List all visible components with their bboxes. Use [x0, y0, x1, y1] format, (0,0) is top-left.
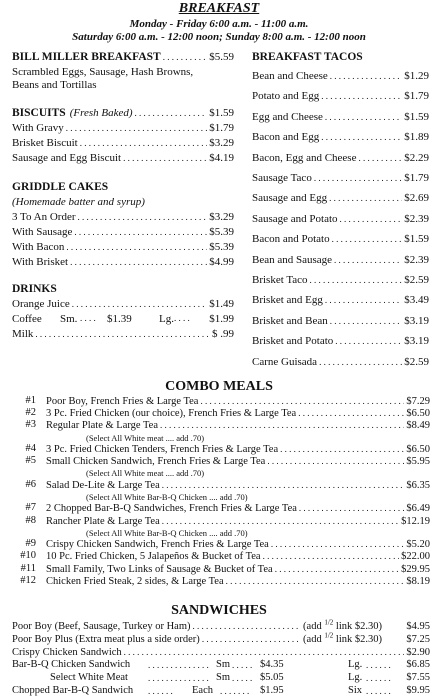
combo-item-name: 3 Pc. Fried Chicken Tenders, French Fries & Large Tea — [46, 444, 279, 455]
coffee-sm-label: Sm. — [60, 313, 78, 325]
combo-item — [46, 563, 430, 576]
taco-item — [252, 152, 429, 165]
white-meat-row: Select White Meat . . . . . . . . . . . . . . Sm . . . . . $5.05 Lg. . . . . . . $7.55 — [50, 672, 430, 683]
white-meat-sm-price: $5.05 — [260, 672, 284, 683]
combo-item — [46, 575, 430, 588]
taco-item-price: $2.29 — [404, 151, 429, 164]
taco-item-name: Brisket and Egg — [252, 294, 323, 307]
combo-item-name: Crispy Chicken Sandwich, French Fries & Large Tea — [46, 539, 269, 551]
orange-juice-price: $1.49 — [209, 298, 234, 310]
milk-name: Milk — [12, 328, 34, 340]
bill-miller-breakfast-name: BILL MILLER BREAKFAST — [12, 51, 161, 63]
taco-item — [252, 315, 429, 328]
taco-item-name: Potato and Egg — [252, 90, 320, 103]
griddle-item — [12, 241, 234, 254]
taco-item-price: $1.59 — [404, 110, 429, 123]
taco-item-price: $3.19 — [404, 335, 429, 348]
chopped-bbq-each-label: Each — [192, 685, 213, 696]
biscuit-item-price: $3.29 — [209, 137, 234, 149]
combo-item-price: $7.29 — [406, 396, 430, 407]
biscuits-row — [12, 107, 234, 120]
chopped-bbq-six-label: Six — [348, 685, 363, 696]
crispy-chicken-price: $2.90 — [406, 647, 430, 658]
bill-miller-breakfast-row — [12, 51, 234, 64]
taco-item — [252, 335, 429, 348]
crispy-chicken-name: Crispy Chicken Sandwich — [12, 647, 122, 658]
crispy-chicken-row — [12, 646, 430, 659]
poor-boy-row — [12, 620, 430, 633]
combo-item-price: $29.95 — [401, 563, 430, 575]
combo-item-price: $5.95 — [406, 456, 430, 468]
taco-item-price: $1.79 — [404, 90, 429, 103]
combo-item — [46, 550, 430, 563]
taco-item-price: $2.69 — [404, 192, 429, 205]
taco-item-price: $1.79 — [404, 172, 429, 184]
taco-item-price: $3.19 — [404, 314, 429, 327]
combo-number: #10 — [20, 550, 36, 562]
taco-item-name: Bacon and Egg — [252, 131, 320, 144]
breakfast-tacos-title: BREAKFAST TACOS — [252, 51, 363, 63]
taco-item-name: Sausage and Egg — [252, 192, 328, 205]
taco-item — [252, 192, 429, 205]
griddle-item-name: With Bacon — [12, 241, 65, 253]
combo-number: #4 — [25, 443, 36, 454]
taco-item-price: $1.89 — [404, 131, 429, 144]
taco-item — [252, 131, 429, 144]
combo-item-name: Salad De-Lite & Large Tea — [46, 479, 160, 491]
taco-item-price: $1.59 — [404, 233, 429, 246]
orange-juice-row — [12, 298, 234, 311]
combo-item-price: $6.50 — [406, 408, 430, 420]
combo-item-price: $6.35 — [406, 479, 430, 491]
biscuits-note: (Fresh Baked) — [69, 107, 133, 119]
coffee-lg-price: $1.99 — [209, 313, 234, 325]
chopped-bbq-each-price: $1.95 — [260, 685, 284, 696]
bill-miller-breakfast-price: $5.59 — [209, 51, 234, 63]
biscuits-title: BISCUITS — [12, 107, 66, 119]
griddle-item-price: $3.29 — [209, 211, 234, 223]
combo-item — [46, 538, 430, 551]
combo-item-price: $12.19 — [401, 515, 430, 527]
combo-number: #11 — [20, 562, 36, 574]
taco-item-name: Brisket Taco — [252, 274, 308, 286]
biscuit-item-name: With Gravy — [12, 122, 64, 134]
combo-item — [46, 443, 430, 456]
combo-number: #7 — [25, 502, 36, 514]
biscuit-item-name: Brisket Biscuit — [12, 137, 78, 149]
taco-item-name: Egg and Cheese — [252, 110, 323, 123]
coffee-lg-label: Lg. — [159, 313, 174, 325]
milk-row — [12, 328, 234, 341]
biscuit-item-name: Sausage and Egg Biscuit — [12, 152, 122, 164]
taco-item-price: $3.49 — [404, 294, 429, 307]
chopped-bbq-six-price: $9.95 — [406, 685, 430, 696]
griddle-item-price: $4.99 — [209, 256, 234, 268]
taco-item — [252, 356, 429, 369]
poor-boy-plus-price: $7.25 — [406, 634, 430, 645]
combo-number: #6 — [25, 478, 36, 490]
combo-item-name: 2 Chopped Bar-B-Q Sandwiches, French Fries & Large Tea — [46, 503, 297, 515]
combo-item-name: Poor Boy, French Fries & Large Tea — [46, 396, 199, 407]
combo-item-name: Rancher Plate & Large Tea — [46, 515, 160, 527]
taco-item-name: Brisket and Bean — [252, 314, 328, 327]
taco-item-price: $2.59 — [404, 274, 429, 286]
taco-item-price: $2.39 — [404, 212, 429, 225]
orange-juice-name: Orange Juice — [12, 298, 70, 310]
taco-item-name: Carne Guisada — [252, 355, 318, 368]
taco-item-price: $1.29 — [404, 70, 429, 82]
coffee-sm-price: $1.39 — [107, 313, 132, 325]
white-meat-lg-label: Lg. — [348, 672, 363, 683]
biscuit-item-price: $1.79 — [209, 122, 234, 134]
combo-number: #8 — [25, 514, 36, 526]
biscuit-item — [12, 152, 234, 165]
taco-item-name: Bacon, Egg and Cheese — [252, 151, 357, 164]
combo-note: (Select All White Bar-B-Q Chicken .... add .70) — [86, 492, 248, 502]
taco-item-name: Bacon and Potato — [252, 233, 330, 246]
combo-meals-title: COMBO MEALS — [165, 379, 273, 394]
biscuits-price: $1.59 — [209, 107, 234, 119]
taco-item-name: Bean and Sausage — [252, 253, 333, 266]
combo-number: #1 — [25, 395, 36, 406]
milk-price: $ .99 — [212, 328, 234, 340]
bbq-chicken-lg-price: $6.85 — [406, 659, 430, 670]
taco-item-name: Bean and Cheese — [252, 70, 328, 82]
biscuit-item-price: $4.19 — [209, 152, 234, 164]
combo-item-name: 3 Pc. Fried Chicken (our choice), French Fries & Large Tea — [46, 408, 297, 420]
combo-item-price: $8.19 — [406, 575, 430, 587]
bbq-chicken-row: Bar-B-Q Chicken Sandwich . . . . . . . . . . . . . . Sm . . . . . $4.35 Lg. . . . . . . $6.85 — [12, 659, 430, 670]
griddle-cakes-sub: (Homemade batter and syrup) — [12, 196, 145, 208]
combo-item — [46, 502, 430, 515]
bbq-chicken-name: Bar-B-Q Chicken Sandwich — [12, 659, 131, 670]
griddle-item — [12, 226, 234, 239]
taco-item-price: $2.39 — [404, 253, 429, 266]
combo-number: #12 — [20, 574, 36, 586]
combo-item-price: $8.49 — [406, 420, 430, 432]
poor-boy-plus-name: Poor Boy Plus (Extra meat plus a side order) — [12, 634, 200, 645]
coffee-row: Coffee Sm. . . . . $1.39 Lg. . . . . $1.99 — [12, 313, 234, 325]
griddle-item — [12, 256, 234, 269]
taco-item — [252, 233, 429, 246]
sandwiches-title: SANDWICHES — [171, 603, 267, 618]
weekday-hours: Monday - Friday 6:00 a.m. - 11:00 a.m. — [129, 18, 309, 30]
combo-note: (Select All White meat .... add .70) — [86, 432, 205, 443]
taco-item-name: Sausage and Potato — [252, 212, 338, 225]
white-meat-name: Select White Meat — [50, 672, 128, 683]
combo-item-name: 10 Pc. Fried Chicken, 5 Jalapeños & Bucket of Tea — [46, 551, 261, 563]
chopped-bbq-row: Chopped Bar-B-Q Sandwich . . . . . . Each . . . . . . . $1.95 Six . . . . . . $9.95 — [12, 685, 430, 696]
bbq-chicken-sm-price: $4.35 — [260, 659, 284, 670]
poor-boy-plus-row — [12, 633, 430, 646]
combo-item — [46, 455, 430, 468]
griddle-item-price: $5.39 — [209, 241, 234, 253]
combo-number: #9 — [25, 538, 36, 550]
biscuit-item — [12, 137, 234, 150]
griddle-item-name: With Sausage — [12, 226, 73, 238]
taco-item — [252, 172, 429, 185]
taco-item — [252, 111, 429, 124]
bill-miller-desc-2: Beans and Tortillas — [12, 79, 97, 91]
combo-item — [46, 479, 430, 492]
taco-item-name: Sausage Taco — [252, 172, 312, 184]
combo-number: #5 — [25, 455, 36, 467]
taco-item — [252, 274, 429, 287]
poor-boy-plus-add: (add $^{1/2}$ link $2.30) — [303, 631, 382, 645]
combo-note: (Select All White Bar-B-Q Chicken .... add .70) — [86, 527, 248, 538]
biscuit-item — [12, 122, 234, 135]
taco-item — [252, 254, 429, 267]
griddle-item-name: 3 To An Order — [12, 211, 76, 223]
taco-item-name: Brisket and Potato — [252, 335, 334, 348]
taco-item — [252, 213, 429, 226]
bill-miller-desc-1: Scrambled Eggs, Sausage, Hash Browns, — [12, 66, 194, 78]
combo-item-price: $22.00 — [401, 551, 430, 563]
taco-item — [252, 70, 429, 83]
chopped-bbq-name: Chopped Bar-B-Q Sandwich — [12, 685, 134, 696]
bbq-chicken-lg-label: Lg. — [348, 659, 363, 670]
griddle-item-name: With Brisket — [12, 256, 69, 268]
combo-item-name: Chicken Fried Steak, 2 sides, & Large Tea — [46, 575, 224, 587]
white-meat-sm-label: Sm — [216, 672, 231, 683]
taco-item — [252, 294, 429, 307]
drinks-title: DRINKS — [12, 283, 57, 295]
coffee-name: Coffee — [12, 313, 42, 325]
combo-item — [46, 407, 430, 420]
griddle-item-price: $5.39 — [209, 226, 234, 238]
breakfast-title: BREAKFAST — [178, 1, 260, 16]
white-meat-lg-price: $7.55 — [406, 672, 430, 683]
weekend-hours: Saturday 6:00 a.m. - 12:00 noon; Sunday 8:00 a.m. - 12:00 noon — [72, 31, 366, 43]
combo-item-name: Small Chicken Sandwich, French Fries & Large Tea — [46, 456, 266, 468]
combo-item-price: $6.50 — [406, 444, 430, 455]
griddle-item — [12, 211, 234, 224]
griddle-cakes-title: GRIDDLE CAKES — [12, 181, 109, 193]
combo-item-name: Small Family, Two Links of Sausage & Bucket of Tea — [46, 563, 273, 575]
combo-number: #2 — [25, 407, 36, 419]
combo-item-name: Regular Plate & Large Tea — [46, 420, 159, 432]
bbq-chicken-sm-label: Sm — [216, 659, 231, 670]
combo-number: #3 — [25, 419, 36, 431]
taco-item-price: $2.59 — [404, 355, 429, 368]
poor-boy-add: (add $^{1/2}$ link $2.30) — [303, 618, 382, 632]
combo-item-price: $6.49 — [406, 503, 430, 515]
combo-item-price: $5.20 — [406, 539, 430, 551]
combo-item — [46, 515, 430, 528]
poor-boy-price: $4.95 — [406, 621, 430, 632]
combo-note: (Select All White meat .... add .70) — [86, 468, 205, 479]
poor-boy-name: Poor Boy (Beef, Sausage, Turkey or Ham) — [12, 621, 191, 632]
combo-item — [46, 419, 430, 432]
combo-item — [46, 395, 430, 408]
taco-item — [252, 90, 429, 103]
